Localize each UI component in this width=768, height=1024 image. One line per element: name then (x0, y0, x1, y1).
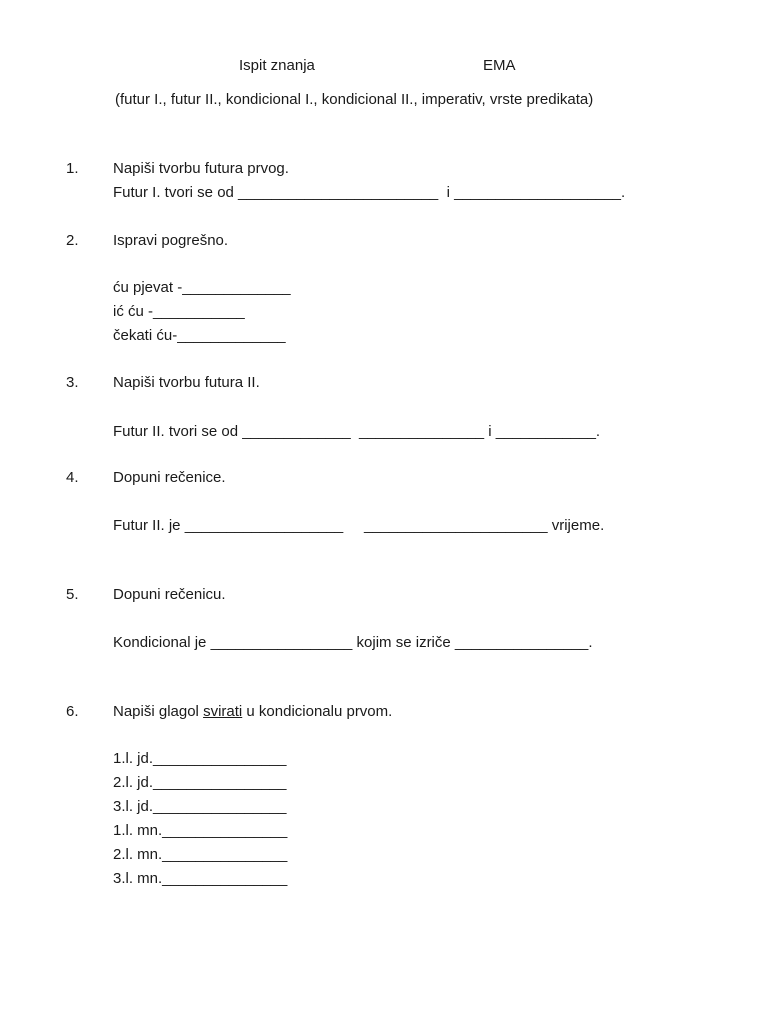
student-name: EMA (483, 57, 516, 74)
fill-in-line: Kondicional je _________________ kojim se izriče ________________. (113, 634, 593, 651)
question-number: 4. (66, 469, 79, 486)
question-number: 3. (66, 374, 79, 391)
fill-in-line: 1.l. mn._______________ (113, 822, 288, 839)
question-prompt: Napiši tvorbu futura II. (113, 374, 260, 391)
fill-in-line: 3.l. mn._______________ (113, 870, 288, 887)
page-subtitle: (futur I., futur II., kondicional I., kondicional II., imperativ, vrste predikata) (115, 91, 594, 108)
question-prompt (113, 702, 392, 722)
question-number: 1. (66, 160, 79, 177)
question-number: 6. (66, 703, 79, 720)
prompt-text: u kondicionalu prvom. (242, 703, 393, 720)
question-number: 5. (66, 586, 79, 603)
fill-in-line: Futur II. je ___________________ ______________________ vrijeme. (113, 517, 605, 534)
fill-in-line: ić ću -___________ (113, 303, 245, 320)
page-title: Ispit znanja (239, 57, 315, 74)
fill-in-line: Futur II. tvori se od _____________ _______________ i ____________. (113, 423, 601, 440)
fill-in-line: ću pjevat -_____________ (113, 279, 291, 296)
question-number: 2. (66, 232, 79, 249)
fill-in-line: 2.l. mn._______________ (113, 846, 288, 863)
fill-in-line: Futur I. tvori se od ________________________ i ____________________. (113, 184, 626, 201)
question-prompt: Dopuni rečenice. (113, 469, 226, 486)
fill-in-line: 2.l. jd.________________ (113, 774, 287, 791)
fill-in-line: 3.l. jd.________________ (113, 798, 287, 815)
question-prompt: Dopuni rečenicu. (113, 586, 226, 603)
fill-in-line: 1.l. jd.________________ (113, 750, 287, 767)
underlined-verb: svirati (203, 703, 243, 720)
question-prompt: Ispravi pogrešno. (113, 232, 229, 249)
prompt-text: Napiši glagol (113, 703, 204, 720)
fill-in-line: čekati ću-_____________ (113, 327, 286, 344)
question-prompt: Napiši tvorbu futura prvog. (113, 160, 289, 177)
